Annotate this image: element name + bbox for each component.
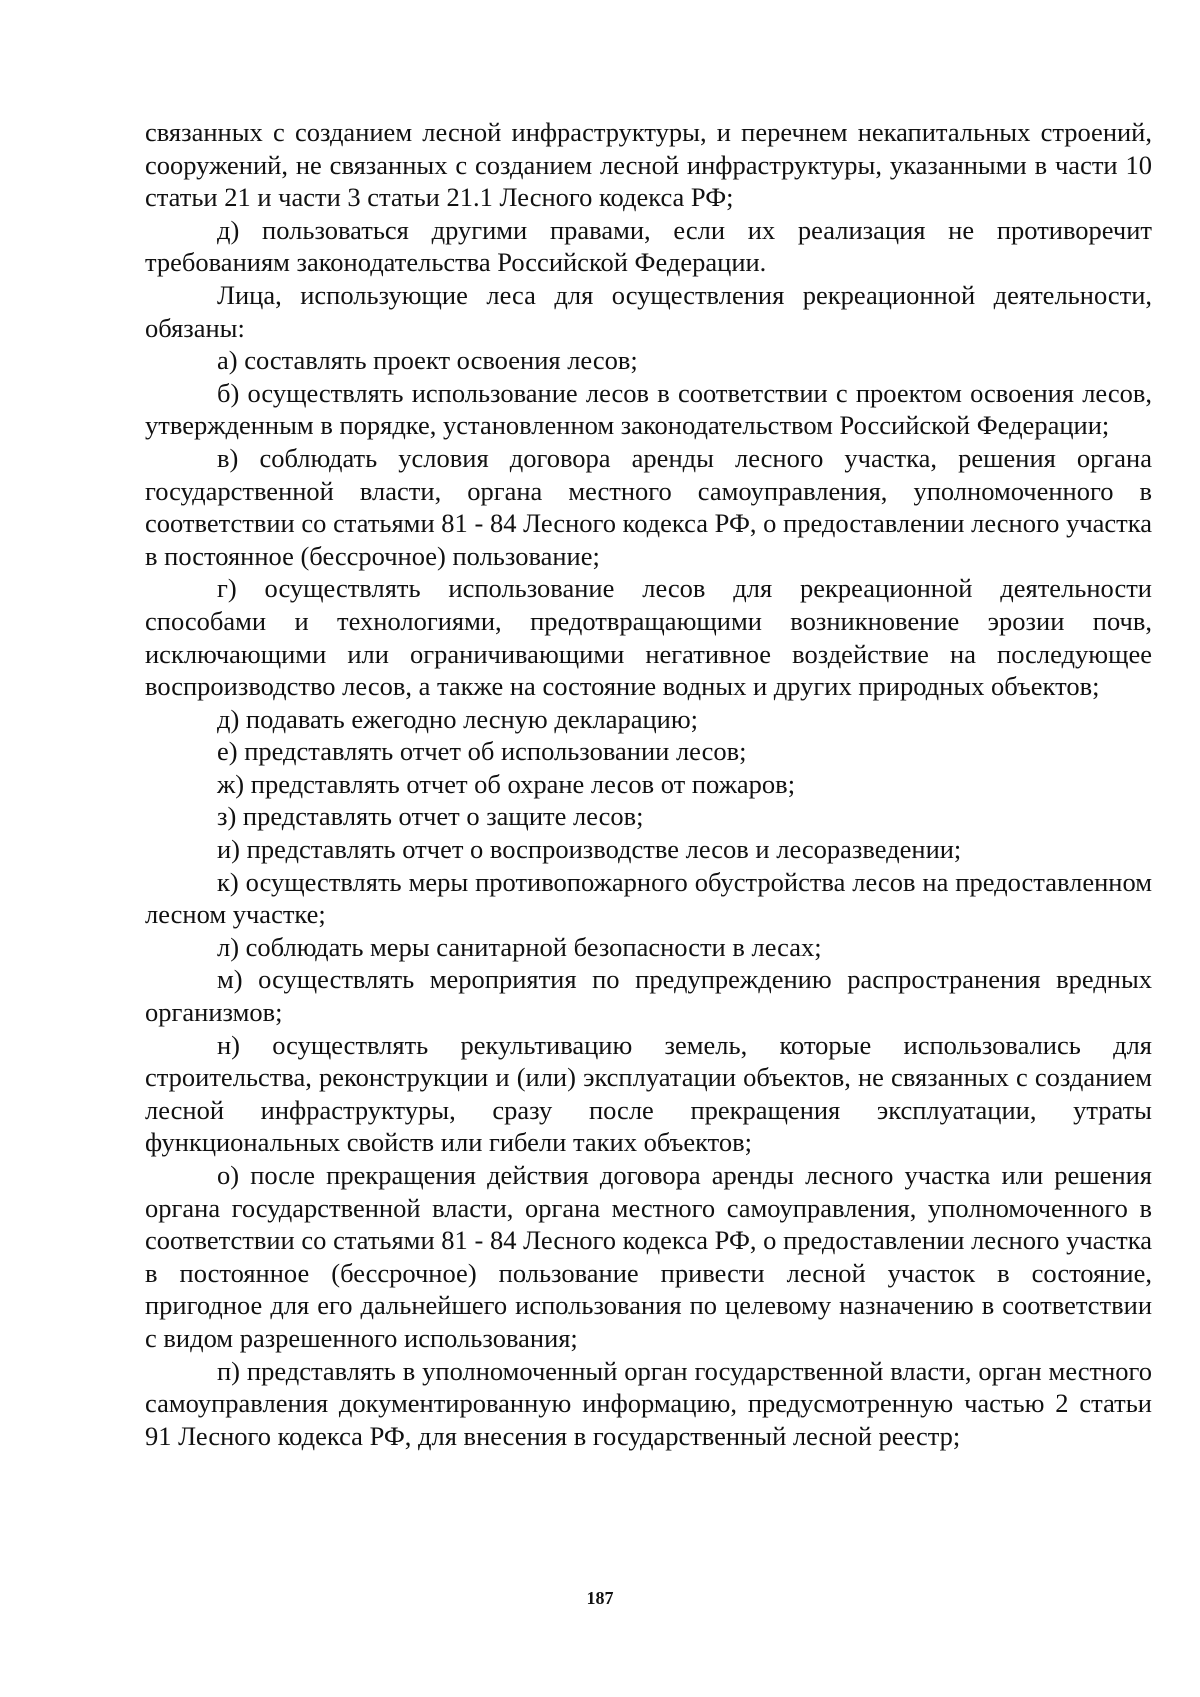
paragraph-item-z: з) представлять отчет о защите лесов; [217, 801, 644, 832]
paragraph-obligations-intro: Лица, использующие леса для осуществления рекреационной деятельности, обязаны: [145, 279, 1152, 343]
paragraph-item-v: в) соблюдать условия договора аренды лесного участка, решения органа государственной власти, органа местного самоуправления, уполномоченного в соответствии со статьями 81 - 84 Лесного кодекса РФ, о предоставлении лесного участка в постоянное (бессрочное) пользование; [145, 442, 1152, 571]
paragraph-item-o: о) после прекращения действия договора аренды лесного участка или решения органа государственной власти, органа местного самоуправления, уполномоченного в соответствии со статьями 81 - 84 Лесного кодекса РФ, о предоставлении лесного участка в постоянное (бессрочное) пользование привести лесной участок в состояние, пригодное для его дальнейшего использования по целевому назначению в соответствии с видом разрешенного использования; [145, 1160, 1152, 1353]
paragraph-item-p: п) представлять в уполномоченный орган государственной власти, орган местного самоуправления документированную информацию, предусмотренную частью 2 статьи 91 Лесного кодекса РФ, для внесения в государственный лесной реестр; [145, 1355, 1152, 1451]
paragraph-item-l: л) соблюдать меры санитарной безопасности в лесах; [217, 931, 822, 962]
paragraph-item-b: б) осуществлять использование лесов в соответствии с проектом освоения лесов, утвержденным в порядке, установленном законодательством Российской Федерации; [145, 377, 1152, 441]
paragraph-item-a: а) составлять проект освоения лесов; [217, 345, 638, 376]
paragraph-item-zh: ж) представлять отчет об охране лесов от пожаров; [217, 768, 796, 799]
paragraph-item-k: к) осуществлять меры противопожарного обустройства лесов на предоставленном лесном участке; [145, 866, 1152, 930]
paragraph-continuation: связанных с созданием лесной инфраструктуры, и перечнем некапитальных строений, сооружений, не связанных с созданием лесной инфраструктуры, указанными в части 10 статьи 21 и части 3 статьи 21.1 Лесного кодекса РФ; [145, 117, 1152, 213]
paragraph-item-d: д) подавать ежегодно лесную декларацию; [217, 703, 698, 734]
paragraph-item-i: и) представлять отчет о воспроизводстве лесов и лесоразведении; [217, 834, 962, 865]
paragraph-item-d-rights: д) пользоваться другими правами, если их реализация не противоречит требованиям законодательства Российской Федерации. [145, 214, 1152, 278]
page-number: 187 [586, 1588, 614, 1608]
body-text [145, 116, 1152, 1452]
paragraph-item-e: е) представлять отчет об использовании лесов; [217, 736, 747, 767]
paragraph-item-g: г) осуществлять использование лесов для рекреационной деятельности способами и технологиями, предотвращающими возникновение эрозии почв, исключающими или ограничивающими негативное воздействие на последующее воспроизводство лесов, а также на состояние водных и других природных объектов; [145, 573, 1152, 702]
paragraph-item-m: м) осуществлять мероприятия по предупреждению распространения вредных организмов; [145, 964, 1152, 1028]
paragraph-item-n: н) осуществлять рекультивацию земель, которые использовались для строительства, реконструкции и (или) эксплуатации объектов, не связанных с созданием лесной инфраструктуры, сразу после прекращения эксплуатации, утраты функциональных свойств или гибели таких объектов; [145, 1029, 1152, 1158]
